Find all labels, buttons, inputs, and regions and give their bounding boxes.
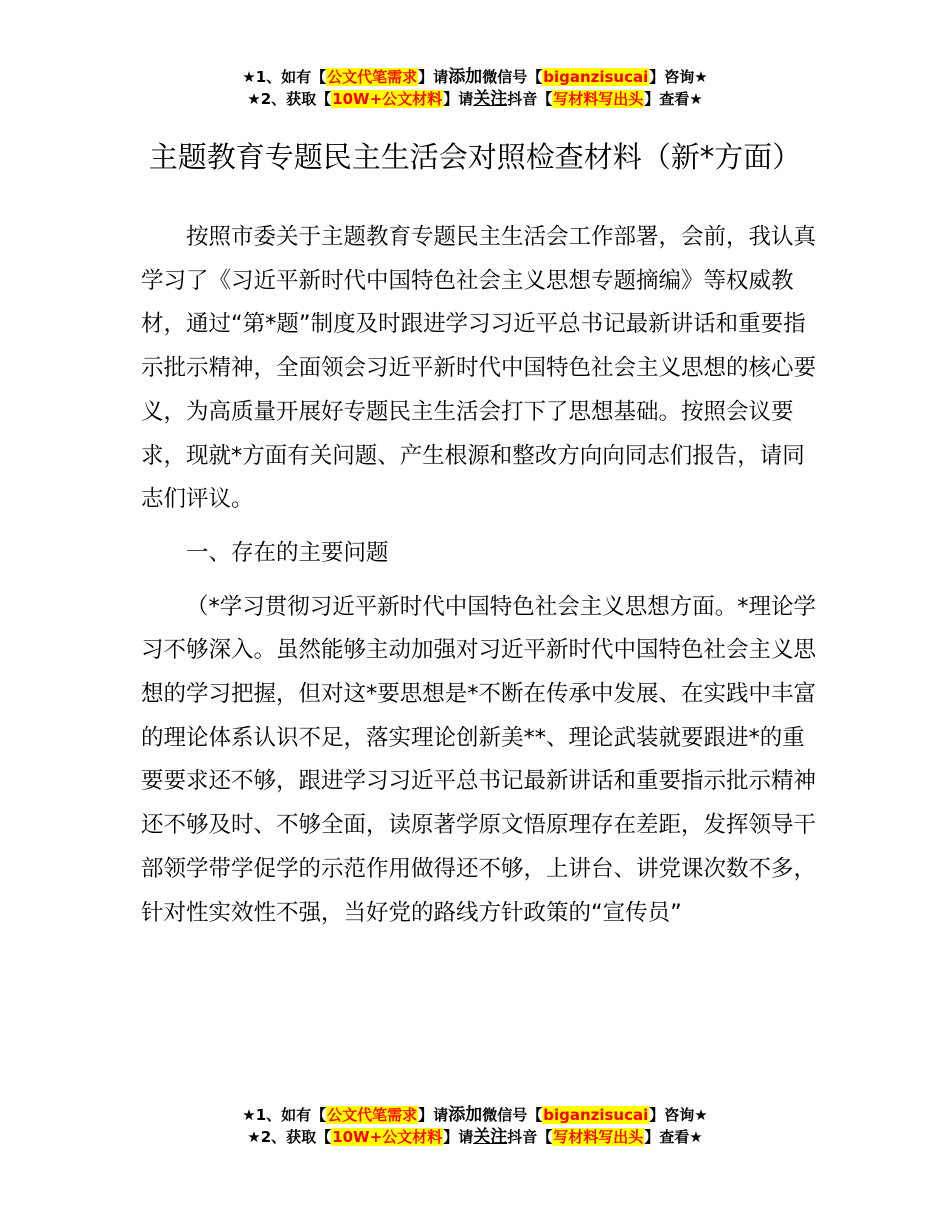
banner-text: 】咨询★ bbox=[649, 1106, 708, 1124]
wechat-id: biganzisucai bbox=[543, 68, 649, 86]
banner-text: 】请 bbox=[443, 90, 474, 108]
star-icon: ★ bbox=[247, 90, 261, 108]
banner-text: 】查看★ bbox=[644, 1128, 703, 1146]
banner-emphasis: 添加 bbox=[448, 67, 483, 87]
banner-text: 】请 bbox=[418, 68, 449, 86]
banner-highlight: 公文代笔需求 bbox=[327, 1106, 418, 1124]
banner-text: 1、如有【 bbox=[255, 68, 327, 86]
document-title: 主题教育专题民主生活会对照检查材料（新*方面） bbox=[148, 140, 802, 175]
banner-text: 微信号【 bbox=[482, 1106, 543, 1124]
banner-emphasis: 关注 bbox=[473, 1127, 508, 1147]
banner-line-2 bbox=[0, 1126, 950, 1148]
star-icon: ★ bbox=[242, 1106, 256, 1124]
banner-text: 抖音【 bbox=[507, 1128, 553, 1146]
document-body bbox=[141, 216, 821, 935]
banner-text: 】请 bbox=[443, 1128, 474, 1146]
douyin-id: 写材料写出头 bbox=[553, 90, 644, 108]
banner-text: 抖音【 bbox=[507, 90, 553, 108]
header-banner bbox=[0, 66, 950, 110]
banner-highlight: 公文代笔需求 bbox=[327, 68, 418, 86]
banner-text: 】咨询★ bbox=[649, 68, 708, 86]
banner-emphasis: 关注 bbox=[473, 89, 508, 109]
star-icon: ★ bbox=[242, 68, 256, 86]
banner-highlight: 10W+公文材料 bbox=[332, 1128, 443, 1146]
section-heading: 一、存在的主要问题 bbox=[186, 539, 389, 566]
douyin-id: 写材料写出头 bbox=[553, 1128, 644, 1146]
banner-highlight: 10W+公文材料 bbox=[332, 90, 443, 108]
body-paragraph: （*学习贯彻习近平新时代中国特色社会主义思想方面。*理论学习不够深入。虽然能够主动加强对习近平新时代中国特色社会主义思想的学习把握，但对这*要思想是*不断在传承中发展、在实践中丰富的理论体系认识不足，落实理论创新美**、理论武装就要跟进*的重要要求还不够，跟进学习习近平总书记最新讲话和重要指示批示精神还不够及时、不够全面，读原著学原文悟原理存在差距，发挥领导干部领学带学促学的示范作用做得还不够，上讲台、讲党课次数不多，针对性实效性不强，当好党的路线方针政策的“宣传员” bbox=[141, 593, 817, 926]
banner-text: 】查看★ bbox=[644, 90, 703, 108]
intro-paragraph: 按照市委关于主题教育专题民主生活会工作部署，会前，我认真学习了《习近平新时代中国特色社会主义思想专题摘编》等权威教材，通过“第*题”制度及时跟进学习习近平总书记最新讲话和重要指示批示精神，全面领会习近平新时代中国特色社会主义思想的核心要义，为高质量开展好专题民主生活会打下了思想基础。按照会议要求，现就*方面有关问题、产生根源和整改方向向同志们报告，请同志们评议。 bbox=[141, 224, 817, 513]
wechat-id: biganzisucai bbox=[543, 1106, 649, 1124]
star-icon: ★ bbox=[247, 1128, 261, 1146]
banner-line-2 bbox=[0, 88, 950, 110]
banner-text: 1、如有【 bbox=[255, 1106, 327, 1124]
banner-text: 2、获取【 bbox=[260, 90, 332, 108]
banner-line-1 bbox=[0, 66, 950, 88]
footer-banner bbox=[0, 1104, 950, 1148]
banner-emphasis: 添加 bbox=[448, 1105, 483, 1125]
banner-line-1 bbox=[0, 1104, 950, 1126]
banner-text: 】请 bbox=[418, 1106, 449, 1124]
banner-text: 2、获取【 bbox=[260, 1128, 332, 1146]
banner-text: 微信号【 bbox=[482, 68, 543, 86]
